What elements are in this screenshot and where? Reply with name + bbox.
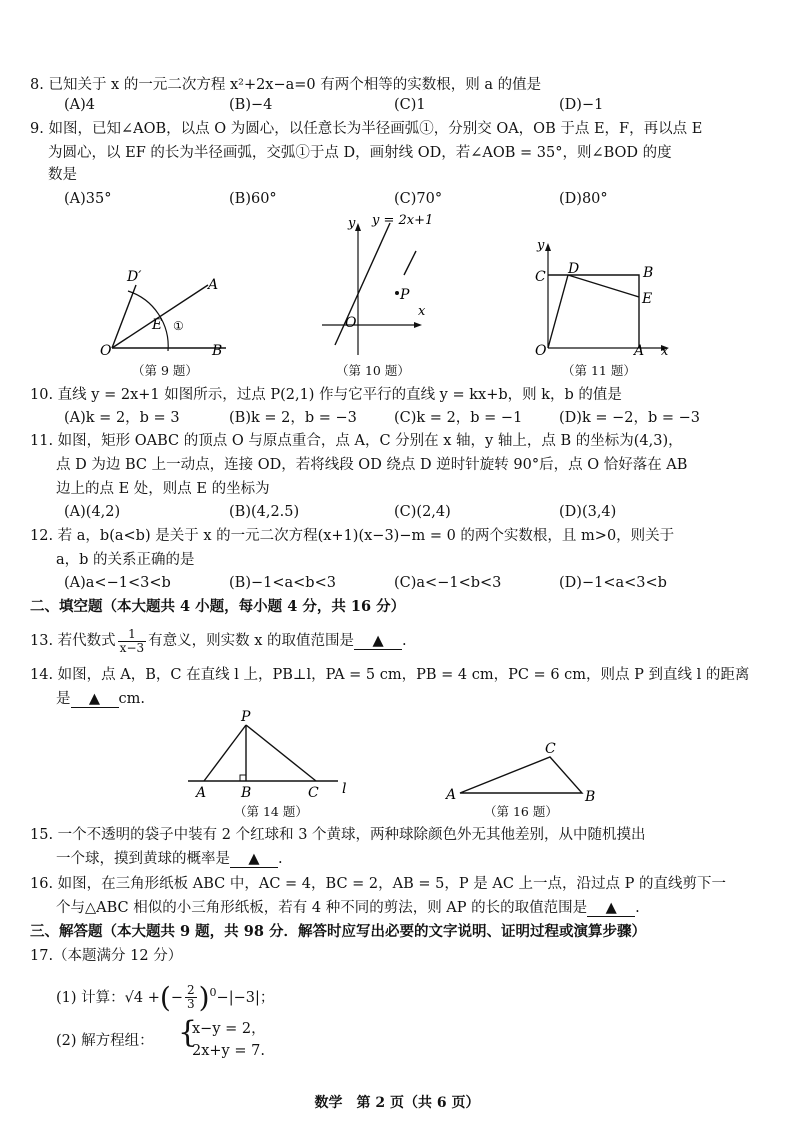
fig10-label-x: x [418, 304, 426, 319]
fig11-label-d: D [568, 261, 580, 277]
q13-frac-den: x−3 [119, 640, 145, 655]
figure-14 [188, 709, 346, 801]
fig9-ray-od [112, 285, 136, 348]
q8-option-a: (A)4 [64, 97, 96, 113]
q9-line1: 9. 如图，已知∠AOB，以点 O 为圆心，以任意长为半径画弧①，分别交 OA，OB 于点 E，F，再以点 E [30, 121, 703, 137]
q13 [30, 624, 407, 658]
q16-before: 个与△ABC 相似的小三角形纸板，若有 4 种不同的剪法，则 AP 的长的取值范围是 [56, 900, 588, 916]
q11-options [64, 501, 744, 523]
fig9-label-b: B [212, 343, 223, 359]
q14-line1: 14. 如图，点 A，B，C 在直线 l 上，PB⊥l，PA = 5 cm，PB = 4 cm，PC = 6 cm，则点 P 到直线 l 的距离 [30, 667, 750, 683]
q10-option-c: (C)k = 2，b = −1 [394, 410, 523, 426]
q12-option-b: (B)−1<a<b<3 [229, 575, 336, 591]
q10-text: 10. 直线 y = 2x+1 如图所示，过点 P(2,1) 作与它平行的直线 y = kx+b，则 k，b 的值是 [30, 387, 622, 403]
page-footer: 数学 第 2 页（共 6 页） [314, 1095, 480, 1111]
q17-title: 17.（本题满分 12 分） [30, 948, 183, 964]
q13-after: 有意义，则实数 x 的取值范围是 [148, 633, 355, 649]
q12-option-d: (D)−1<a<3<b [559, 575, 667, 591]
q17-left-paren: ( [159, 980, 171, 1014]
q17-eq1: x−y = 2， [192, 1021, 266, 1037]
q10-option-a: (A)k = 2，b = 3 [64, 410, 180, 426]
q17-frac-num: 2 [186, 983, 195, 998]
fig16-label-a: A [446, 787, 457, 803]
q17-part2-label: (2) 解方程组： [56, 1033, 154, 1049]
q11-option-b: (B)(4,2.5) [229, 504, 300, 520]
fig14-label-a: A [196, 785, 207, 801]
q9-option-d: (D)80° [559, 191, 608, 207]
fig10-label-o: O [345, 315, 357, 331]
fig10-label-p: P [400, 287, 410, 303]
fig11-segment-od [548, 275, 568, 348]
fig14-caption: （第 14 题） [234, 804, 308, 819]
q17-system-brace: { [178, 1015, 198, 1050]
q17-frac-den: 3 [186, 997, 195, 1012]
fig11-segment-de [568, 275, 639, 297]
q8-text: 8. 已知关于 x 的一元二次方程 x²+2x−a=0 有两个相等的实数根，则 a 的值是 [30, 77, 542, 93]
q16-line2 [56, 897, 640, 919]
fig10-line-y2x1 [335, 223, 390, 345]
fig11-label-x: x [661, 344, 669, 359]
fig10-label-y: y [348, 216, 356, 231]
fig9-label-d: D′ [127, 269, 142, 285]
fig11-label-a: A [634, 343, 645, 359]
fig9-label-e: E [152, 317, 163, 333]
fig16-label-c: C [545, 741, 556, 757]
figure-16 [444, 741, 595, 805]
fig10-caption: （第 10 题） [336, 363, 410, 378]
fig9-label-arc: ① [173, 319, 184, 333]
q12-line2: a，b 的关系正确的是 [56, 552, 195, 568]
fig14-label-b: B [241, 785, 252, 801]
fig11-rectangle [548, 275, 639, 348]
fig9-label-a: A [208, 277, 219, 293]
fig14-label-p: P [241, 709, 251, 725]
q14-before: 是 [56, 691, 71, 707]
q11-option-c: (C)(2,4) [394, 504, 451, 520]
q17-minus: − [170, 989, 183, 1006]
q9-option-c: (C)70° [394, 191, 443, 207]
q11-line3: 边上的点 E 处，则点 E 的坐标为 [56, 481, 270, 497]
q11-line1: 11. 如图，矩形 OABC 的顶点 O 与原点重合，点 A，C 分别在 x 轴，y 轴上，点 B 的坐标为(4,3)， [30, 433, 683, 449]
q9-option-b: (B)60° [229, 191, 277, 207]
fig11-label-c: C [535, 269, 546, 285]
q16-after: . [635, 900, 640, 916]
figure-9 [100, 269, 226, 359]
q11-option-a: (A)(4,2) [64, 504, 121, 520]
q12-line1: 12. 若 a，b(a<b) 是关于 x 的一元二次方程(x+1)(x−3)−m = 0 的两个实数根，且 m>0，则关于 [30, 528, 675, 544]
fig11-label-b: B [643, 265, 654, 281]
fig11-label-e: E [642, 291, 653, 307]
fig14-segment-pc [246, 725, 316, 781]
q12-option-c: (C)a<−1<b<3 [394, 575, 502, 591]
q15-line1: 15. 一个不透明的袋子中装有 2 个红球和 3 个黄球，两种球除颜色外无其他差别，从中随机摸出 [30, 827, 646, 843]
q9-line3: 数是 [48, 167, 77, 183]
section-3-heading: 三、解答题（本大题共 9 题，共 98 分．解答时应写出必要的文字说明、证明过程或演算步骤） [30, 923, 646, 940]
q14-answer-blank[interactable]: ▲ [71, 691, 119, 708]
fig10-parallel-segment [404, 251, 416, 275]
q8-options [64, 94, 744, 116]
q9-option-a: (A)35° [64, 191, 112, 207]
q17-part1 [56, 975, 274, 1016]
fig16-caption: （第 16 题） [484, 804, 558, 819]
fig10-point-p [395, 291, 399, 295]
q12-option-a: (A)a<−1<3<b [64, 575, 171, 591]
q8-option-c: (C)1 [394, 97, 426, 113]
section-2-heading: 二、填空题（本大题共 4 小题，每小题 4 分，共 16 分） [30, 598, 406, 615]
q17-part1-before: (1) 计算：√4 + [56, 989, 160, 1006]
fig10-label-line: y = 2x+1 [372, 213, 434, 228]
figures-row-14-16 [0, 705, 794, 815]
fig14-segment-pa [204, 725, 246, 781]
q10-option-d: (D)k = −2，b = −3 [559, 410, 700, 426]
q15-answer-blank[interactable]: ▲ [230, 851, 278, 868]
fig11-label-y: y [537, 238, 545, 253]
q11-line2: 点 D 为边 BC 上一动点，连接 OD，若将线段 OD 绕点 D 逆时针旋转 90°后，点 O 恰好落在 AB [56, 457, 688, 473]
q11-option-d: (D)(3,4) [559, 504, 617, 520]
q12-options [64, 572, 744, 594]
q17-right-paren: ) [198, 980, 210, 1014]
q8-option-b: (B)−4 [229, 97, 273, 113]
q10-options [64, 407, 744, 429]
q13-before: 13. 若代数式 [30, 633, 116, 649]
fig16-label-b: B [585, 789, 596, 805]
q9-line2: 为圆心，以 EF 的长为半径画弧，交弧①于点 D，画射线 OD，若∠AOB = 35°，则∠BOD 的度 [48, 145, 672, 161]
fig11-label-o: O [535, 343, 547, 359]
q14-after: cm. [118, 691, 145, 707]
q17-fraction [185, 984, 197, 1011]
fig16-triangle-abc [460, 757, 582, 793]
q17-exponent: 0 [209, 986, 217, 999]
figure-11 [535, 238, 669, 359]
q13-frac-num: 1 [118, 628, 146, 642]
q15-after: . [278, 851, 283, 867]
q16-answer-blank[interactable]: ▲ [587, 900, 635, 917]
figure-10 [322, 213, 433, 355]
fig10-y-arrow [355, 223, 361, 231]
q13-answer-blank[interactable]: ▲ [354, 633, 402, 650]
figures-row-9-10-11 [0, 205, 794, 385]
q10-option-b: (B)k = 2，b = −3 [229, 410, 357, 426]
fig11-caption: （第 11 题） [562, 363, 636, 378]
fig9-label-o: O [100, 343, 112, 359]
fig9-caption: （第 9 题） [132, 363, 198, 378]
q17-eq2: 2x+y = 7. [192, 1043, 265, 1059]
q13-fraction [118, 628, 146, 655]
q15-before: 一个球，摸到黄球的概率是 [56, 851, 230, 867]
fig10-x-arrow [414, 322, 422, 328]
fig14-label-c: C [308, 785, 319, 801]
q16-line1: 16. 如图，在三角形纸板 ABC 中，AC = 4，BC = 2，AB = 5，P 是 AC 上一点，沿过点 P 的直线剪下一 [30, 876, 726, 892]
fig14-right-angle-mark [240, 775, 246, 781]
fig11-y-arrow [545, 243, 551, 251]
q8-option-d: (D)−1 [559, 97, 604, 113]
q15-line2 [56, 848, 283, 870]
q17-part1-after: −|−3|； [216, 989, 275, 1006]
q13-end: . [402, 633, 407, 649]
fig14-label-l: l [342, 781, 347, 797]
